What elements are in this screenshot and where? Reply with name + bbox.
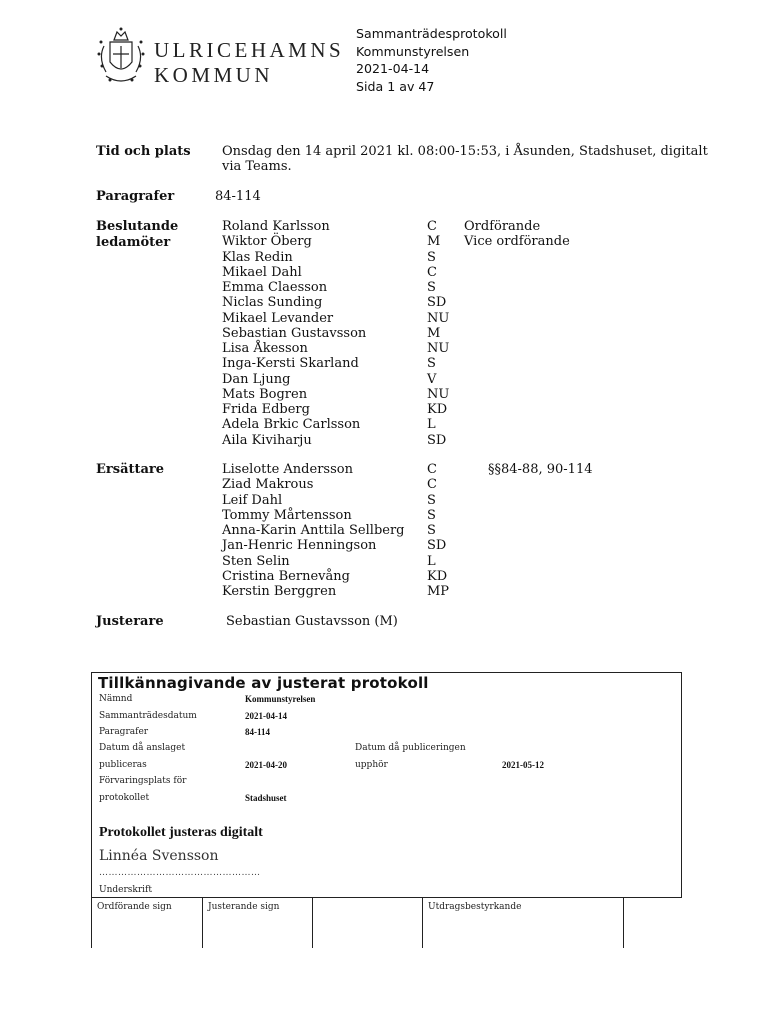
sammantradesdatum-label: Sammanträdesdatum [99,711,197,721]
tid-och-plats-line1: Onsdag den 14 april 2021 kl. 08:00-15:53, i Åsunden, Stadshuset, digitalt [222,144,708,159]
member-name: Anna-Karin Anttila Sellberg [222,523,405,538]
member-name: Mats Bogren [222,386,308,402]
signature-label: Underskrift [99,885,152,895]
member-name: Dan Ljung [222,371,291,387]
announcement-title: Tillkännagivande av justerat protokoll [98,674,429,692]
document-meta [356,25,507,95]
member-party: S [427,492,436,508]
municipality-crest-icon [92,24,150,90]
ordforande-sign-label: Ordförande sign [97,902,172,912]
paragrafer-box-value: 84-114 [245,727,271,737]
paragrafer-label: Paragrafer [96,189,175,204]
member-name: Klas Redin [222,249,293,265]
sign-table-divider-3 [422,898,423,948]
doc-body: Kommunstyrelsen [356,43,470,59]
member-name: Adela Brkic Carlsson [222,417,361,433]
member-name: Lisa Åkesson [222,341,308,356]
doc-type: Sammanträdesprotokoll [356,26,507,41]
anslaget-label-2: publiceras [99,760,147,770]
member-name: Aila Kiviharju [222,432,312,448]
page-number: Sida 1 av 47 [356,78,435,94]
digital-adjustment-title: Protokollet justeras digitalt [99,825,263,840]
member-party: V [427,371,437,387]
namnd-label: Nämnd [99,694,133,704]
beslutande-label-1: Beslutande [96,219,179,234]
forvaring-label-2: protokollet [99,793,150,803]
ersattare-note: §§84-88, 90-114 [488,462,593,477]
justerare-value: Sebastian Gustavsson (M) [226,614,398,629]
signer-name: Linnéa Svensson [99,848,219,864]
member-party: C [427,462,437,477]
tid-och-plats-line2: via Teams. [222,159,292,174]
paragrafer-value: 84-114 [215,189,261,204]
anslaget-value: 2021-04-20 [245,760,287,770]
member-party: S [427,249,436,265]
tid-och-plats-label: Tid och plats [96,144,191,159]
forvaring-label-1: Förvaringsplats för [99,776,187,786]
member-party: KD [427,402,448,417]
doc-date: 2021-04-14 [356,61,430,76]
member-party: C [427,219,437,234]
member-role: Ordförande [464,219,541,234]
member-name: Kerstin Berggren [222,584,337,599]
member-name: Sebastian Gustavsson [222,325,367,341]
member-party: L [427,553,436,569]
member-party: M [427,234,441,250]
member-name: Frida Edberg [222,402,310,417]
member-party: NU [427,310,450,326]
member-party: M [427,325,441,341]
member-role: Vice ordförande [464,234,570,250]
logo-line-2: KOMMUN [154,63,274,87]
member-party: S [427,356,436,372]
member-name: Roland Karlsson [222,219,330,234]
beslutande-label-2: ledamöter [96,235,171,250]
member-name: Liselotte Andersson [222,462,353,477]
member-party: S [427,523,436,538]
sign-table-divider-4 [623,898,624,948]
member-name: Emma Claesson [222,280,328,295]
member-name: Wiktor Öberg [222,234,312,250]
member-party: L [427,417,436,433]
utdragsbestyrkande-label: Utdragsbestyrkande [428,902,522,912]
sign-table-border-left [91,898,92,948]
member-party: KD [427,568,448,584]
member-party: C [427,264,437,280]
ersattare-label: Ersättare [96,462,165,477]
member-party: S [427,280,436,295]
member-name: Tommy Mårtensson [222,507,352,523]
member-party: C [427,477,437,493]
publicering-value: 2021-05-12 [502,760,544,770]
signature-line: …………………………………………… [99,868,261,878]
member-name: Mikael Dahl [222,264,302,280]
member-party: SD [427,432,447,448]
member-name: Niclas Sunding [222,295,323,311]
namnd-value: Kommunstyrelsen [245,694,316,704]
member-party: NU [427,341,450,356]
member-name: Jan-Henric Henningson [222,538,377,554]
member-party: S [427,507,436,523]
municipality-logo-text [154,38,344,88]
member-name: Sten Selin [222,553,290,569]
member-name: Cristina Bernevång [222,568,350,584]
anslaget-label-1: Datum då anslaget [99,743,186,753]
logo-line-1: ULRICEHAMNS [154,38,345,62]
publicering-label-2: upphör [355,760,388,770]
forvaring-value: Stadshuset [245,793,287,803]
paragrafer-box-label: Paragrafer [99,727,149,737]
publicering-label-1: Datum då publiceringen [355,743,466,753]
member-party: SD [427,295,447,311]
member-name: Mikael Levander [222,310,334,326]
member-name: Inga-Kersti Skarland [222,356,359,372]
member-name: Ziad Makrous [222,477,314,493]
member-name: Leif Dahl [222,492,283,508]
sign-table-divider-2 [312,898,313,948]
sammantradesdatum-value: 2021-04-14 [245,711,287,721]
member-party: NU [427,386,450,402]
member-party: SD [427,538,447,554]
member-party: MP [427,584,450,599]
sign-table-divider-1 [202,898,203,948]
justerande-sign-label: Justerande sign [208,902,280,912]
justerare-label: Justerare [96,614,164,629]
